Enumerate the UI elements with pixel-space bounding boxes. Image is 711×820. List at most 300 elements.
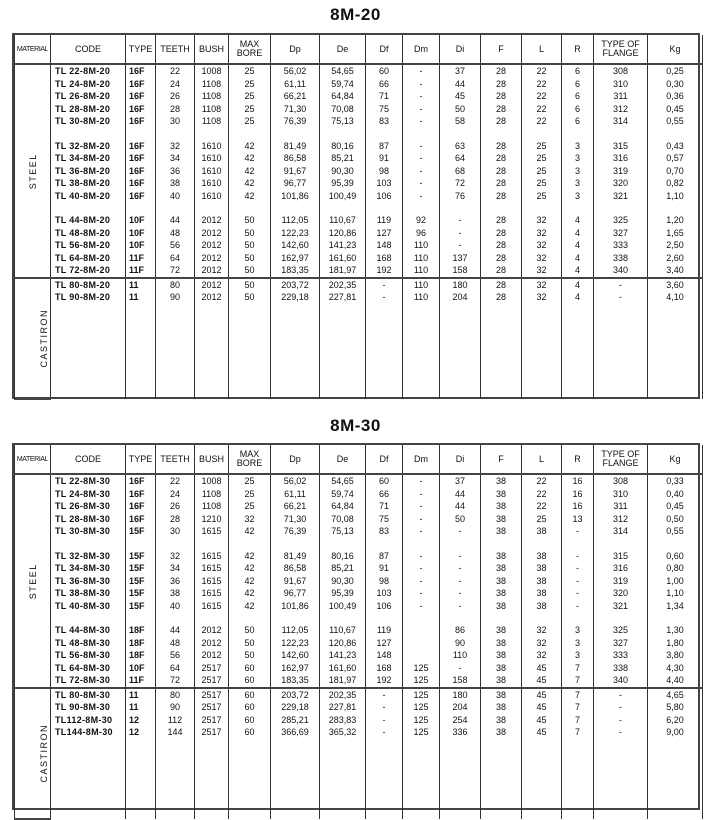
- table-cell: 28: [481, 140, 522, 153]
- table-cell: 6: [562, 90, 594, 103]
- table-cell: 38: [522, 550, 562, 563]
- header-r: R: [562, 35, 594, 64]
- table-cell: 64,84: [320, 90, 366, 103]
- table-cell: 83: [366, 115, 403, 128]
- material-label: STEEL: [15, 64, 51, 278]
- table-row: [15, 674, 703, 688]
- table-cell: -: [440, 214, 481, 227]
- table-cell: 87: [366, 550, 403, 563]
- table-cell: -: [594, 278, 648, 292]
- table-cell: TL 24-8M-30: [51, 488, 126, 501]
- table-cell: 22: [522, 115, 562, 128]
- table-cell: 25: [522, 190, 562, 203]
- table-cell: [403, 624, 440, 637]
- table-cell: 2,60: [648, 252, 703, 265]
- table-cell: 90: [156, 291, 195, 304]
- table-cell: TL112-8M-30: [51, 714, 126, 727]
- table-row: [15, 278, 703, 292]
- table-cell: 50: [229, 239, 271, 252]
- table-row: [15, 177, 703, 190]
- table-row: [15, 152, 703, 165]
- table-cell: 16F: [126, 500, 156, 513]
- table-cell: 16: [562, 488, 594, 501]
- table-cell: 38: [522, 587, 562, 600]
- table-cell: 202,35: [320, 278, 366, 292]
- table-cell: 32: [522, 649, 562, 662]
- table-cell: 1610: [195, 177, 229, 190]
- table-cell: 321: [594, 190, 648, 203]
- table-row: [15, 474, 703, 488]
- table-cell: 7: [562, 674, 594, 688]
- table-cell: 91,67: [271, 165, 320, 178]
- table-cell: 30: [156, 525, 195, 538]
- table-cell: 81,49: [271, 550, 320, 563]
- table-cell: 4: [562, 278, 594, 292]
- table-cell: 50: [229, 649, 271, 662]
- table-cell: TL 26-8M-30: [51, 500, 126, 513]
- table-row: [15, 513, 703, 526]
- table-cell: 38: [522, 575, 562, 588]
- header-dm: Dm: [403, 35, 440, 64]
- table-cell: 64: [156, 252, 195, 265]
- table-cell: 144: [156, 726, 195, 739]
- table-cell: 90,30: [320, 575, 366, 588]
- table-cell: 127: [366, 227, 403, 240]
- table-cell: TL 72-8M-20: [51, 264, 126, 278]
- spec-table-8m-30: [12, 443, 700, 810]
- table-cell: 101,86: [271, 600, 320, 613]
- table-cell: 181,97: [320, 264, 366, 278]
- table-cell: 10F: [126, 214, 156, 227]
- table-cell: TL 48-8M-30: [51, 637, 126, 650]
- table-cell: 0,30: [648, 78, 703, 91]
- table-cell: 283,83: [320, 714, 366, 727]
- table-row: [15, 726, 703, 739]
- table-cell: 22: [156, 64, 195, 78]
- table-cell: 15F: [126, 575, 156, 588]
- table-cell: 86,58: [271, 562, 320, 575]
- table-cell: 2012: [195, 649, 229, 662]
- table-cell: 161,60: [320, 662, 366, 675]
- table-cell: 38: [481, 513, 522, 526]
- table-cell: 45: [522, 714, 562, 727]
- table-cell: TL 28-8M-30: [51, 513, 126, 526]
- table-cell: 312: [594, 513, 648, 526]
- table-cell: -: [403, 115, 440, 128]
- table-cell: 96,77: [271, 177, 320, 190]
- table-cell: 25: [229, 488, 271, 501]
- table-cell: TL144-8M-30: [51, 726, 126, 739]
- table-cell: TL 56-8M-30: [51, 649, 126, 662]
- table-cell: 125: [403, 701, 440, 714]
- table-cell: 16F: [126, 64, 156, 78]
- table-cell: 22: [522, 90, 562, 103]
- table-cell: 4: [562, 239, 594, 252]
- table-cell: 72: [440, 177, 481, 190]
- table-cell: 28: [481, 78, 522, 91]
- material-label: CASTIRON: [15, 688, 51, 819]
- table-cell: 122,23: [271, 227, 320, 240]
- table-cell: 32: [156, 140, 195, 153]
- table-cell: 1615: [195, 587, 229, 600]
- table-cell: 1210: [195, 513, 229, 526]
- table-cell: 28: [481, 264, 522, 278]
- table-cell: 44: [156, 624, 195, 637]
- table-cell: 56: [156, 649, 195, 662]
- header-code: CODE: [51, 445, 126, 474]
- table-cell: TL 90-8M-20: [51, 291, 126, 304]
- table-cell: 308: [594, 474, 648, 488]
- table-cell: 320: [594, 177, 648, 190]
- table-cell: 38: [481, 550, 522, 563]
- table-cell: 327: [594, 637, 648, 650]
- table-cell: 28: [156, 513, 195, 526]
- header-r: R: [562, 445, 594, 474]
- table-cell: 13: [562, 513, 594, 526]
- table-cell: 22: [156, 474, 195, 488]
- table-cell: 22: [522, 474, 562, 488]
- table-cell: 45: [522, 701, 562, 714]
- table-row: [15, 488, 703, 501]
- table-cell: 125: [403, 662, 440, 675]
- table-cell: 38: [481, 525, 522, 538]
- table-cell: 11F: [126, 674, 156, 688]
- table-cell: 0,70: [648, 165, 703, 178]
- table-cell: 311: [594, 500, 648, 513]
- table-cell: 38: [481, 624, 522, 637]
- table-cell: 58: [440, 115, 481, 128]
- table-cell: 125: [403, 714, 440, 727]
- table-cell: -: [403, 488, 440, 501]
- table-cell: -: [403, 190, 440, 203]
- table-row: [15, 587, 703, 600]
- table-cell: 38: [481, 600, 522, 613]
- table-title-8m-30: 8M-30: [330, 416, 381, 435]
- table-cell: 2012: [195, 239, 229, 252]
- table-cell: 2517: [195, 662, 229, 675]
- table-cell: -: [594, 688, 648, 702]
- table-cell: -: [403, 550, 440, 563]
- table-cell: 3: [562, 177, 594, 190]
- table-cell: 0,80: [648, 562, 703, 575]
- table-cell: TL 38-8M-30: [51, 587, 126, 600]
- table-cell: 32: [522, 214, 562, 227]
- table-cell: 1,10: [648, 587, 703, 600]
- table-cell: 38: [522, 525, 562, 538]
- table-cell: 2012: [195, 252, 229, 265]
- table-cell: 15F: [126, 525, 156, 538]
- table-cell: 319: [594, 575, 648, 588]
- table-cell: 4,40: [648, 674, 703, 688]
- table-row: [15, 78, 703, 91]
- table-cell: 60: [229, 701, 271, 714]
- table-cell: 110: [403, 239, 440, 252]
- table-cell: 42: [229, 587, 271, 600]
- table-cell: 54,65: [320, 64, 366, 78]
- table-cell: 2012: [195, 278, 229, 292]
- header-kg: Kg: [648, 35, 703, 64]
- table-row: [15, 115, 703, 128]
- table-cell: -: [594, 701, 648, 714]
- table-cell: 71: [366, 500, 403, 513]
- table-cell: 10F: [126, 239, 156, 252]
- table-row: [15, 264, 703, 278]
- table-cell: 3: [562, 624, 594, 637]
- table-cell: -: [594, 714, 648, 727]
- header-f: F: [481, 35, 522, 64]
- table-cell: -: [594, 726, 648, 739]
- table-cell: 11F: [126, 264, 156, 278]
- table-cell: 3: [562, 165, 594, 178]
- table-cell: 2012: [195, 227, 229, 240]
- table-cell: 183,35: [271, 674, 320, 688]
- table-cell: 1,30: [648, 624, 703, 637]
- table-cell: -: [403, 165, 440, 178]
- table-cell: 340: [594, 264, 648, 278]
- table-cell: -: [366, 278, 403, 292]
- table-cell: 38: [481, 714, 522, 727]
- table-cell: 16: [562, 474, 594, 488]
- table-cell: 72: [156, 264, 195, 278]
- table-cell: 32: [522, 264, 562, 278]
- table-cell: 1,80: [648, 637, 703, 650]
- table-cell: -: [440, 587, 481, 600]
- table-cell: -: [403, 78, 440, 91]
- table-cell: 40: [156, 600, 195, 613]
- table-cell: -: [366, 291, 403, 304]
- table-cell: 7: [562, 714, 594, 727]
- table-cell: 80: [156, 278, 195, 292]
- table-cell: 11: [126, 688, 156, 702]
- table-cell: 25: [522, 140, 562, 153]
- table-row: [15, 525, 703, 538]
- table-row: [15, 90, 703, 103]
- table-cell: 50: [440, 103, 481, 116]
- table-cell: 0,55: [648, 525, 703, 538]
- table-cell: 75,13: [320, 525, 366, 538]
- table-cell: 103: [366, 177, 403, 190]
- table-cell: 66,21: [271, 90, 320, 103]
- table-cell: 148: [366, 239, 403, 252]
- table-cell: 45: [522, 726, 562, 739]
- table-cell: 96: [403, 227, 440, 240]
- table-cell: 76: [440, 190, 481, 203]
- table-row: [15, 600, 703, 613]
- table-cell: -: [440, 239, 481, 252]
- table-cell: 42: [229, 152, 271, 165]
- table-cell: 142,60: [271, 649, 320, 662]
- table-cell: 26: [156, 500, 195, 513]
- table-cell: 45: [522, 674, 562, 688]
- table-cell: 12: [126, 726, 156, 739]
- table-cell: 25: [229, 474, 271, 488]
- table-cell: 203,72: [271, 278, 320, 292]
- table-cell: 15F: [126, 550, 156, 563]
- table-cell: 1108: [195, 115, 229, 128]
- table-cell: 100,49: [320, 190, 366, 203]
- table-cell: 80,16: [320, 140, 366, 153]
- table-cell: 50: [229, 637, 271, 650]
- table-cell: 16F: [126, 78, 156, 91]
- table-cell: 0,50: [648, 513, 703, 526]
- table-cell: 7: [562, 701, 594, 714]
- table-cell: 203,72: [271, 688, 320, 702]
- table-cell: 34: [156, 152, 195, 165]
- table-cell: 4: [562, 252, 594, 265]
- table-cell: 119: [366, 214, 403, 227]
- table-cell: -: [403, 500, 440, 513]
- table-cell: 0,60: [648, 550, 703, 563]
- header-type-of-flange: TYPE OF FLANGE: [594, 35, 648, 64]
- table-cell: 16F: [126, 474, 156, 488]
- table-cell: 28: [481, 190, 522, 203]
- table-cell: 0,45: [648, 103, 703, 116]
- table-cell: 192: [366, 674, 403, 688]
- table-cell: -: [562, 600, 594, 613]
- table-cell: -: [440, 562, 481, 575]
- table-cell: 81,49: [271, 140, 320, 153]
- table-cell: 45: [522, 662, 562, 675]
- table-cell: 60: [229, 726, 271, 739]
- table-cell: 22: [522, 488, 562, 501]
- table-cell: 28: [481, 103, 522, 116]
- table-cell: 316: [594, 562, 648, 575]
- table-cell: 38: [481, 649, 522, 662]
- table-cell: -: [403, 474, 440, 488]
- table-cell: 75: [366, 103, 403, 116]
- table-cell: 4: [562, 214, 594, 227]
- table-cell: 2012: [195, 264, 229, 278]
- table-cell: -: [403, 587, 440, 600]
- table-cell: 308: [594, 64, 648, 78]
- table-cell: 6: [562, 78, 594, 91]
- table-cell: 0,25: [648, 64, 703, 78]
- table-cell: 38: [156, 587, 195, 600]
- table-cell: -: [562, 525, 594, 538]
- table-cell: 338: [594, 662, 648, 675]
- table-cell: 32: [522, 239, 562, 252]
- table-cell: 311: [594, 90, 648, 103]
- table-cell: 66: [366, 488, 403, 501]
- table-cell: 25: [229, 90, 271, 103]
- table-cell: -: [366, 688, 403, 702]
- table-cell: 50: [229, 291, 271, 304]
- table-cell: -: [403, 103, 440, 116]
- table-cell: 312: [594, 103, 648, 116]
- table-cell: 28: [481, 278, 522, 292]
- table-cell: -: [440, 575, 481, 588]
- table-cell: 30: [156, 115, 195, 128]
- header-code: CODE: [51, 35, 126, 64]
- table-cell: 6: [562, 115, 594, 128]
- table-cell: TL 28-8M-20: [51, 103, 126, 116]
- table-cell: 336: [440, 726, 481, 739]
- table-cell: 161,60: [320, 252, 366, 265]
- table-cell: TL 36-8M-20: [51, 165, 126, 178]
- table-cell: 314: [594, 525, 648, 538]
- table-cell: -: [366, 726, 403, 739]
- table-cell: 112,05: [271, 214, 320, 227]
- table-cell: TL 32-8M-30: [51, 550, 126, 563]
- table-cell: TL 40-8M-30: [51, 600, 126, 613]
- table-cell: 180: [440, 278, 481, 292]
- table-cell: -: [403, 90, 440, 103]
- table-cell: 45: [440, 90, 481, 103]
- table-cell: 42: [229, 575, 271, 588]
- table-cell: 333: [594, 239, 648, 252]
- table-cell: 100,49: [320, 600, 366, 613]
- table-cell: TL 26-8M-20: [51, 90, 126, 103]
- header-bush: BUSH: [195, 35, 229, 64]
- table-cell: -: [366, 714, 403, 727]
- table-cell: 0,33: [648, 474, 703, 488]
- table-cell: 70,08: [320, 103, 366, 116]
- table-cell: 83: [366, 525, 403, 538]
- table-cell: TL 80-8M-30: [51, 688, 126, 702]
- table-cell: 0,55: [648, 115, 703, 128]
- table-cell: -: [562, 575, 594, 588]
- table-cell: 1108: [195, 488, 229, 501]
- table-cell: 18F: [126, 649, 156, 662]
- table-cell: 2517: [195, 688, 229, 702]
- table-cell: -: [403, 177, 440, 190]
- table-cell: 42: [229, 140, 271, 153]
- table-cell: 2517: [195, 674, 229, 688]
- header-de: De: [320, 35, 366, 64]
- table-cell: 59,74: [320, 488, 366, 501]
- table-cell: 25: [229, 103, 271, 116]
- table-cell: 316: [594, 152, 648, 165]
- table-cell: 4,10: [648, 291, 703, 304]
- table-cell: 15F: [126, 562, 156, 575]
- table-cell: 85,21: [320, 562, 366, 575]
- table-cell: 2,50: [648, 239, 703, 252]
- table-cell: 110: [403, 252, 440, 265]
- header-de: De: [320, 445, 366, 474]
- table-cell: 28: [481, 252, 522, 265]
- table-cell: 63: [440, 140, 481, 153]
- table-cell: 22: [522, 78, 562, 91]
- table-cell: 38: [522, 562, 562, 575]
- table-cell: 137: [440, 252, 481, 265]
- header-di: Di: [440, 445, 481, 474]
- table-cell: TL 22-8M-30: [51, 474, 126, 488]
- table-cell: 0,36: [648, 90, 703, 103]
- table-cell: 11: [126, 278, 156, 292]
- table-cell: 25: [522, 165, 562, 178]
- table-cell: 1610: [195, 165, 229, 178]
- table-cell: -: [403, 600, 440, 613]
- table-cell: 110,67: [320, 624, 366, 637]
- table-cell: 16F: [126, 513, 156, 526]
- table-cell: 75,13: [320, 115, 366, 128]
- table-cell: 66,21: [271, 500, 320, 513]
- table-cell: 6,20: [648, 714, 703, 727]
- table-cell: 0,43: [648, 140, 703, 153]
- header-type: TYPE: [126, 445, 156, 474]
- table-cell: 1610: [195, 140, 229, 153]
- table-row: [15, 575, 703, 588]
- table-cell: 25: [522, 152, 562, 165]
- table-cell: 71,30: [271, 513, 320, 526]
- table-cell: 25: [229, 64, 271, 78]
- table-cell: 76,39: [271, 525, 320, 538]
- table-cell: 0,57: [648, 152, 703, 165]
- table-cell: 310: [594, 488, 648, 501]
- table-cell: -: [594, 291, 648, 304]
- table-cell: 68: [440, 165, 481, 178]
- table-cell: 28: [481, 152, 522, 165]
